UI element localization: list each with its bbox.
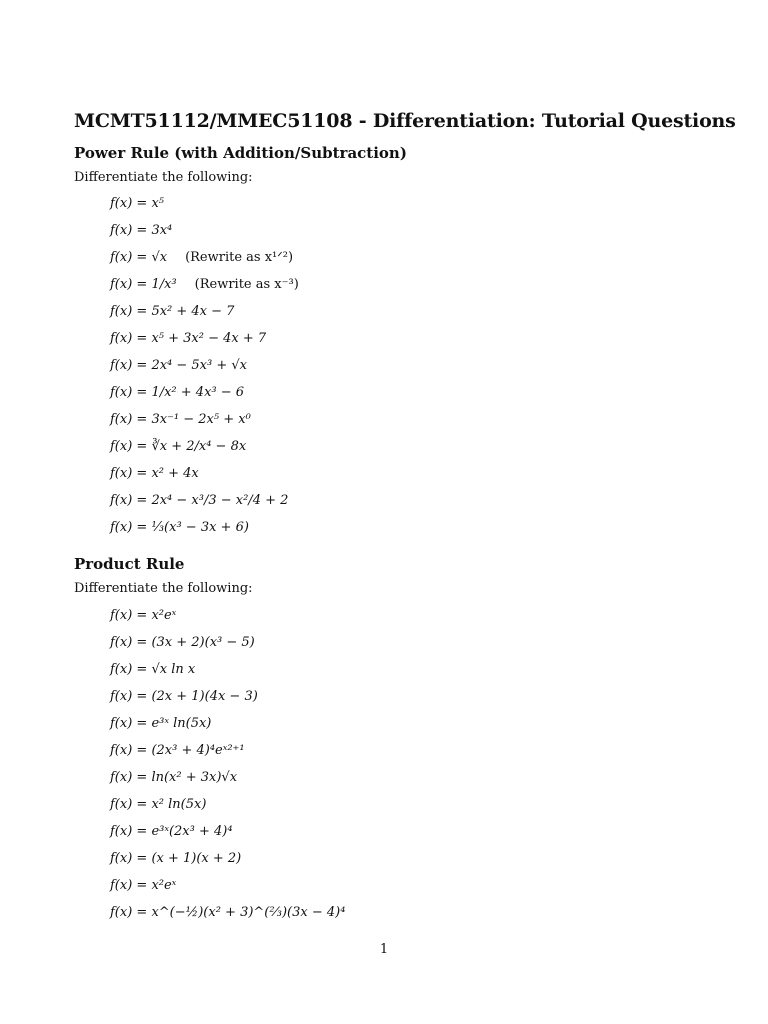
question-expression: f(x) = √x ln x [110, 662, 196, 677]
section-intro-power-rule: Differentiate the following: [74, 170, 253, 185]
question-expression: f(x) = ∛x + 2/x⁴ − 8x [110, 439, 247, 454]
question-expression: f(x) = 2x⁴ − x³/3 − x²/4 + 2 [110, 493, 289, 508]
question-expression: f(x) = x²eˣ [110, 608, 177, 623]
question-expression: f(x) = x² ln(5x) [110, 797, 207, 812]
question-expression: f(x) = x⁵ + 3x² − 4x + 7 [110, 331, 267, 346]
question-expression: f(x) = x² + 4x [110, 466, 199, 481]
question-expression: f(x) = (2x + 1)(4x − 3) [110, 689, 258, 704]
question-expression: f(x) = 1/x³ (Rewrite as x⁻³) [110, 277, 299, 292]
question-expression: f(x) = (2x³ + 4)⁴eˣ²⁺¹ [110, 743, 245, 758]
question-expression: f(x) = 1/x² + 4x³ − 6 [110, 385, 245, 400]
question-expression: f(x) = e³ˣ(2x³ + 4)⁴ [110, 824, 233, 839]
question-expression: f(x) = (3x + 2)(x³ − 5) [110, 635, 255, 650]
page-number: 1 [379, 942, 389, 957]
section-heading-power-rule: Power Rule (with Addition/Subtraction) [74, 144, 407, 162]
section-heading-product-rule: Product Rule [74, 555, 185, 573]
question-expression: f(x) = ⅓(x³ − 3x + 6) [110, 520, 249, 535]
rewrite-hint: (Rewrite as x⁻³) [194, 277, 299, 292]
question-expression: f(x) = ln(x² + 3x)√x [110, 770, 238, 785]
question-expression: f(x) = 2x⁴ − 5x³ + √x [110, 358, 248, 373]
question-expression: f(x) = (x + 1)(x + 2) [110, 851, 242, 866]
question-expression: f(x) = 3x⁴ [110, 223, 173, 238]
question-expression: f(x) = √x (Rewrite as x¹ᐟ²) [110, 250, 294, 265]
question-expression: f(x) = x^(−½)(x² + 3)^(⅔)(3x − 4)⁴ [110, 905, 346, 920]
question-expression: f(x) = x²eˣ [110, 878, 177, 893]
question-expression: f(x) = x⁵ [110, 196, 164, 211]
rewrite-hint: (Rewrite as x¹ᐟ²) [185, 250, 294, 265]
document-title: MCMT51112/MMEC51108 - Differentiation: Tutorial Questions [74, 110, 736, 132]
question-expression: f(x) = 3x⁻¹ − 2x⁵ + x⁰ [110, 412, 251, 427]
question-expression: f(x) = e³ˣ ln(5x) [110, 716, 212, 731]
section-intro-product-rule: Differentiate the following: [74, 581, 253, 596]
question-expression: f(x) = 5x² + 4x − 7 [110, 304, 235, 319]
